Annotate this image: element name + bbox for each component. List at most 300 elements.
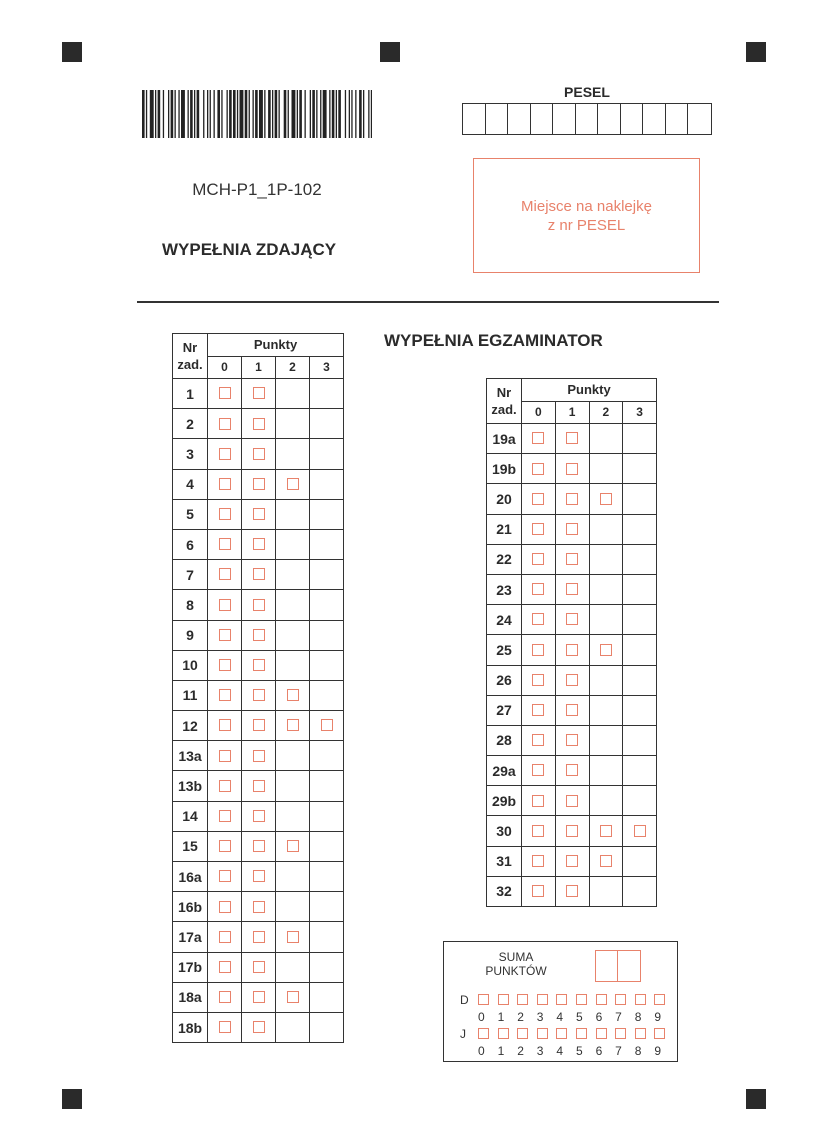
score-cell <box>208 409 242 439</box>
task-number: 1 <box>173 379 208 409</box>
score-checkbox[interactable] <box>253 991 265 1003</box>
barcode-bar <box>275 90 278 138</box>
table-row <box>173 529 344 559</box>
digit-label: 4 <box>556 1044 564 1058</box>
score-checkbox[interactable] <box>532 704 544 716</box>
score-checkbox[interactable] <box>287 478 299 490</box>
table-row <box>173 892 344 922</box>
score-cell <box>208 741 242 771</box>
table-row <box>173 771 344 801</box>
pesel-digit-box[interactable] <box>576 104 599 134</box>
task-number: 26 <box>487 665 522 695</box>
score-cell <box>522 424 556 454</box>
barcode-bar <box>279 90 280 138</box>
barcode-bar <box>197 90 200 138</box>
score-cell <box>276 680 310 710</box>
pesel-digit-box[interactable] <box>598 104 621 134</box>
score-checkbox[interactable] <box>253 599 265 611</box>
score-checkbox[interactable] <box>253 750 265 762</box>
sticker-text-line1: Miejsce na naklejkę <box>521 197 652 215</box>
digit-checkbox-j[interactable] <box>478 1028 489 1039</box>
score-cell <box>242 650 276 680</box>
score-column-header: 1 <box>555 401 589 424</box>
score-checkbox[interactable] <box>219 961 231 973</box>
digit-checkbox-j[interactable] <box>615 1028 626 1039</box>
score-cell <box>555 756 589 786</box>
barcode-bar <box>351 90 352 138</box>
digit-checkbox-d[interactable] <box>478 994 489 1005</box>
score-checkbox[interactable] <box>253 870 265 882</box>
table-row <box>173 711 344 741</box>
score-cell <box>208 711 242 741</box>
score-checkbox[interactable] <box>532 463 544 475</box>
task-number: 19b <box>487 454 522 484</box>
score-checkbox[interactable] <box>219 387 231 399</box>
barcode-bar <box>299 90 302 138</box>
score-cell <box>555 544 589 574</box>
digit-checkbox-j[interactable] <box>498 1028 509 1039</box>
score-checkbox[interactable] <box>566 674 578 686</box>
score-cell <box>310 469 344 499</box>
score-checkbox[interactable] <box>253 538 265 550</box>
score-checkbox[interactable] <box>566 855 578 867</box>
score-column-header: 0 <box>522 401 556 424</box>
score-checkbox[interactable] <box>219 538 231 550</box>
score-checkbox[interactable] <box>219 478 231 490</box>
score-cell <box>242 831 276 861</box>
score-cell <box>310 711 344 741</box>
score-checkbox[interactable] <box>566 432 578 444</box>
score-cell <box>276 379 310 409</box>
score-cell <box>310 680 344 710</box>
score-checkbox[interactable] <box>253 629 265 641</box>
score-checkbox[interactable] <box>219 840 231 852</box>
score-checkbox[interactable] <box>532 493 544 505</box>
score-cell <box>623 846 657 876</box>
table-row <box>173 922 344 952</box>
score-column-header: 2 <box>276 356 310 379</box>
score-cell <box>208 862 242 892</box>
score-checkbox[interactable] <box>566 795 578 807</box>
digit-label: 8 <box>634 1044 642 1058</box>
score-checkbox[interactable] <box>219 599 231 611</box>
table-row <box>173 650 344 680</box>
digit-checkbox-d[interactable] <box>596 994 607 1005</box>
digit-checkbox-j[interactable] <box>635 1028 646 1039</box>
score-checkbox[interactable] <box>287 719 299 731</box>
score-cell <box>623 424 657 454</box>
table-row <box>487 544 657 574</box>
score-cell <box>276 499 310 529</box>
score-cell <box>310 771 344 801</box>
table-row <box>173 982 344 1012</box>
barcode-bar <box>312 90 315 138</box>
score-cell <box>242 1012 276 1042</box>
digit-label: 3 <box>536 1010 544 1024</box>
task-number: 6 <box>173 529 208 559</box>
score-cell <box>522 786 556 816</box>
score-cell <box>589 665 623 695</box>
barcode-bar <box>284 90 287 138</box>
score-cell <box>276 862 310 892</box>
score-checkbox[interactable] <box>287 991 299 1003</box>
task-number: 24 <box>487 605 522 635</box>
score-checkbox[interactable] <box>253 1021 265 1033</box>
digit-row-d-numbers <box>478 1010 674 1024</box>
score-cell <box>623 454 657 484</box>
pesel-digit-box[interactable] <box>486 104 509 134</box>
table-row <box>487 574 657 604</box>
registration-marker-top-left <box>62 42 82 62</box>
score-checkbox[interactable] <box>219 931 231 943</box>
score-checkbox[interactable] <box>287 840 299 852</box>
score-cell <box>242 711 276 741</box>
score-cell <box>623 544 657 574</box>
digit-checkbox-j[interactable] <box>654 1028 665 1039</box>
digit-label: 0 <box>478 1044 485 1058</box>
score-cell <box>242 862 276 892</box>
digit-label: 8 <box>634 1010 642 1024</box>
score-cell <box>310 831 344 861</box>
score-checkbox[interactable] <box>566 613 578 625</box>
digit-checkbox-d[interactable] <box>576 994 587 1005</box>
score-cell <box>589 695 623 725</box>
score-cell <box>276 529 310 559</box>
score-cell <box>555 816 589 846</box>
score-checkbox[interactable] <box>634 825 646 837</box>
table-row <box>173 831 344 861</box>
digit-checkbox-j[interactable] <box>537 1028 548 1039</box>
score-checkbox[interactable] <box>532 613 544 625</box>
score-cell <box>555 695 589 725</box>
score-cell <box>623 605 657 635</box>
suma-label-line2: PUNKTÓW <box>485 964 547 978</box>
score-checkbox[interactable] <box>219 629 231 641</box>
table-row <box>487 605 657 635</box>
score-checkbox[interactable] <box>253 961 265 973</box>
score-cell <box>208 650 242 680</box>
score-checkbox[interactable] <box>566 704 578 716</box>
score-cell <box>310 499 344 529</box>
score-checkbox[interactable] <box>532 795 544 807</box>
score-checkbox[interactable] <box>253 418 265 430</box>
score-checkbox[interactable] <box>566 523 578 535</box>
table-row <box>487 454 657 484</box>
score-cell <box>623 816 657 846</box>
barcode-bar <box>332 90 335 138</box>
digit-label: 7 <box>615 1010 622 1024</box>
score-cell <box>522 454 556 484</box>
score-checkbox[interactable] <box>219 719 231 731</box>
score-cell <box>310 379 344 409</box>
task-number: 29b <box>487 786 522 816</box>
score-checkbox[interactable] <box>219 448 231 460</box>
score-cell <box>555 574 589 604</box>
score-cell <box>242 379 276 409</box>
score-checkbox[interactable] <box>253 901 265 913</box>
score-checkbox[interactable] <box>219 750 231 762</box>
score-cell <box>522 574 556 604</box>
score-checkbox[interactable] <box>532 523 544 535</box>
score-checkbox[interactable] <box>253 568 265 580</box>
score-checkbox[interactable] <box>253 840 265 852</box>
score-column-header: 1 <box>242 356 276 379</box>
score-cell <box>242 892 276 922</box>
score-cell <box>276 439 310 469</box>
score-checkbox[interactable] <box>219 991 231 1003</box>
score-checkbox[interactable] <box>566 493 578 505</box>
score-checkbox[interactable] <box>600 493 612 505</box>
score-cell <box>623 756 657 786</box>
score-cell <box>242 680 276 710</box>
score-cell <box>310 439 344 469</box>
score-column-header: 3 <box>310 356 344 379</box>
score-checkbox[interactable] <box>532 764 544 776</box>
score-checkbox[interactable] <box>566 825 578 837</box>
digit-label: 5 <box>575 1010 583 1024</box>
score-checkbox[interactable] <box>566 885 578 897</box>
score-checkbox[interactable] <box>253 719 265 731</box>
score-cell <box>555 484 589 514</box>
score-checkbox[interactable] <box>253 689 265 701</box>
score-cell <box>555 725 589 755</box>
barcode-bar <box>349 90 350 138</box>
task-number: 28 <box>487 725 522 755</box>
digit-checkbox-j[interactable] <box>576 1028 587 1039</box>
table-row <box>487 876 657 906</box>
barcode-bar <box>323 90 327 138</box>
barcode-bar <box>194 90 195 138</box>
score-checkbox[interactable] <box>566 463 578 475</box>
score-checkbox[interactable] <box>219 901 231 913</box>
score-checkbox[interactable] <box>253 780 265 792</box>
score-checkbox[interactable] <box>287 689 299 701</box>
barcode-bar <box>237 90 238 138</box>
score-cell <box>242 922 276 952</box>
registration-marker-top-center <box>380 42 400 62</box>
barcode-bar <box>245 90 248 138</box>
score-cell <box>208 922 242 952</box>
table-row <box>173 590 344 620</box>
score-cell <box>276 892 310 922</box>
score-cell <box>310 409 344 439</box>
score-checkbox[interactable] <box>566 553 578 565</box>
score-checkbox[interactable] <box>219 810 231 822</box>
score-checkbox[interactable] <box>253 931 265 943</box>
digit-checkbox-j[interactable] <box>596 1028 607 1039</box>
task-number: 5 <box>173 499 208 529</box>
barcode-bar <box>268 90 271 138</box>
score-checkbox[interactable] <box>219 568 231 580</box>
digit-checkbox-j[interactable] <box>517 1028 528 1039</box>
score-checkbox[interactable] <box>253 387 265 399</box>
task-number: 13a <box>173 741 208 771</box>
digit-checkbox-j[interactable] <box>556 1028 567 1039</box>
score-cell <box>555 876 589 906</box>
score-checkbox[interactable] <box>219 870 231 882</box>
score-checkbox[interactable] <box>219 780 231 792</box>
barcode-bar <box>203 90 204 138</box>
score-cell <box>623 725 657 755</box>
score-cell <box>589 574 623 604</box>
score-checkbox[interactable] <box>532 825 544 837</box>
barcode-bar <box>221 90 222 138</box>
score-checkbox[interactable] <box>532 644 544 656</box>
pesel-digit-box[interactable] <box>666 104 689 134</box>
score-checkbox[interactable] <box>219 508 231 520</box>
nr-header-line1: Nr <box>496 385 512 400</box>
score-checkbox[interactable] <box>532 553 544 565</box>
score-cell <box>276 982 310 1012</box>
score-column-header: 0 <box>208 356 242 379</box>
score-checkbox[interactable] <box>566 764 578 776</box>
task-number: 25 <box>487 635 522 665</box>
task-number: 19a <box>487 424 522 454</box>
pesel-label: PESEL <box>564 84 610 100</box>
digit-checkbox-d[interactable] <box>635 994 646 1005</box>
digit-checkbox-d[interactable] <box>517 994 528 1005</box>
score-cell <box>522 756 556 786</box>
task-number: 9 <box>173 620 208 650</box>
pesel-digit-box[interactable] <box>688 104 711 134</box>
score-cell <box>522 484 556 514</box>
score-cell <box>589 514 623 544</box>
digit-checkbox-d[interactable] <box>615 994 626 1005</box>
pesel-digit-box[interactable] <box>531 104 554 134</box>
table-row <box>173 952 344 982</box>
barcode-bar <box>316 90 317 138</box>
pesel-digit-box[interactable] <box>463 104 486 134</box>
score-checkbox[interactable] <box>253 448 265 460</box>
score-checkbox[interactable] <box>253 508 265 520</box>
digit-row-d-checkboxes[interactable] <box>478 993 674 1005</box>
digit-checkbox-d[interactable] <box>537 994 548 1005</box>
digit-label: 4 <box>556 1010 564 1024</box>
score-checkbox[interactable] <box>532 734 544 746</box>
section-title-zdajacy: WYPEŁNIA ZDAJĄCY <box>162 240 337 259</box>
score-checkbox[interactable] <box>219 659 231 671</box>
score-cell <box>310 560 344 590</box>
nr-column-header <box>173 334 208 379</box>
suma-units-box[interactable] <box>618 951 640 981</box>
suma-label <box>472 950 560 978</box>
score-cell <box>623 514 657 544</box>
table-row <box>487 786 657 816</box>
score-checkbox[interactable] <box>600 644 612 656</box>
score-checkbox[interactable] <box>532 674 544 686</box>
barcode-bar <box>168 90 169 138</box>
score-cell <box>276 771 310 801</box>
score-cell <box>310 529 344 559</box>
pesel-input-grid[interactable] <box>462 103 712 135</box>
task-number: 16a <box>173 862 208 892</box>
score-cell <box>242 499 276 529</box>
score-column-header: 3 <box>623 401 657 424</box>
score-cell <box>310 982 344 1012</box>
barcode-bar <box>207 90 208 138</box>
score-checkbox[interactable] <box>532 432 544 444</box>
score-cell <box>522 816 556 846</box>
score-cell <box>208 439 242 469</box>
pesel-digit-box[interactable] <box>553 104 576 134</box>
score-checkbox[interactable] <box>219 689 231 701</box>
score-checkbox[interactable] <box>253 478 265 490</box>
score-checkbox[interactable] <box>566 734 578 746</box>
score-cell <box>623 635 657 665</box>
barcode-bar <box>229 90 232 138</box>
score-cell <box>589 605 623 635</box>
score-checkbox[interactable] <box>532 855 544 867</box>
barcode-bar <box>217 90 220 138</box>
pesel-digit-box[interactable] <box>508 104 531 134</box>
score-cell <box>623 484 657 514</box>
score-checkbox[interactable] <box>600 855 612 867</box>
task-number: 11 <box>173 680 208 710</box>
score-checkbox[interactable] <box>219 418 231 430</box>
score-cell <box>276 831 310 861</box>
barcode-bar <box>188 90 189 138</box>
score-checkbox[interactable] <box>219 1021 231 1033</box>
pesel-digit-box[interactable] <box>643 104 666 134</box>
pesel-sticker-area <box>473 158 700 273</box>
registration-marker-bottom-right <box>746 1089 766 1109</box>
score-cell <box>242 469 276 499</box>
task-number: 2 <box>173 409 208 439</box>
digit-label: 2 <box>517 1010 524 1024</box>
digit-checkbox-d[interactable] <box>556 994 567 1005</box>
table-row <box>487 756 657 786</box>
suma-tens-box[interactable] <box>596 951 618 981</box>
score-cell <box>242 560 276 590</box>
pesel-digit-box[interactable] <box>621 104 644 134</box>
score-cell <box>522 846 556 876</box>
score-cell <box>208 680 242 710</box>
score-checkbox[interactable] <box>253 810 265 822</box>
barcode-bar <box>227 90 228 138</box>
barcode-bar <box>320 90 321 138</box>
score-cell <box>242 982 276 1012</box>
score-checkbox[interactable] <box>600 825 612 837</box>
score-cell <box>623 574 657 604</box>
barcode-bar <box>214 90 215 138</box>
score-checkbox[interactable] <box>321 719 333 731</box>
score-checkbox[interactable] <box>566 583 578 595</box>
score-checkbox[interactable] <box>532 583 544 595</box>
digit-checkbox-d[interactable] <box>654 994 665 1005</box>
score-checkbox[interactable] <box>566 644 578 656</box>
task-number: 23 <box>487 574 522 604</box>
score-column-header: 2 <box>589 401 623 424</box>
score-checkbox[interactable] <box>287 931 299 943</box>
task-number: 12 <box>173 711 208 741</box>
score-cell <box>589 846 623 876</box>
digit-row-j-checkboxes[interactable] <box>478 1027 674 1039</box>
score-checkbox[interactable] <box>253 659 265 671</box>
score-cell <box>242 771 276 801</box>
score-table-right <box>486 378 657 907</box>
digit-label: 1 <box>497 1044 505 1058</box>
score-checkbox[interactable] <box>532 885 544 897</box>
score-cell <box>623 786 657 816</box>
score-cell <box>208 831 242 861</box>
table-row <box>487 816 657 846</box>
digit-checkbox-d[interactable] <box>498 994 509 1005</box>
suma-total-boxes[interactable] <box>595 950 641 982</box>
exam-code: MCH-P1_1P-102 <box>192 180 322 199</box>
task-number: 17b <box>173 952 208 982</box>
score-cell <box>276 1012 310 1042</box>
score-cell <box>208 379 242 409</box>
